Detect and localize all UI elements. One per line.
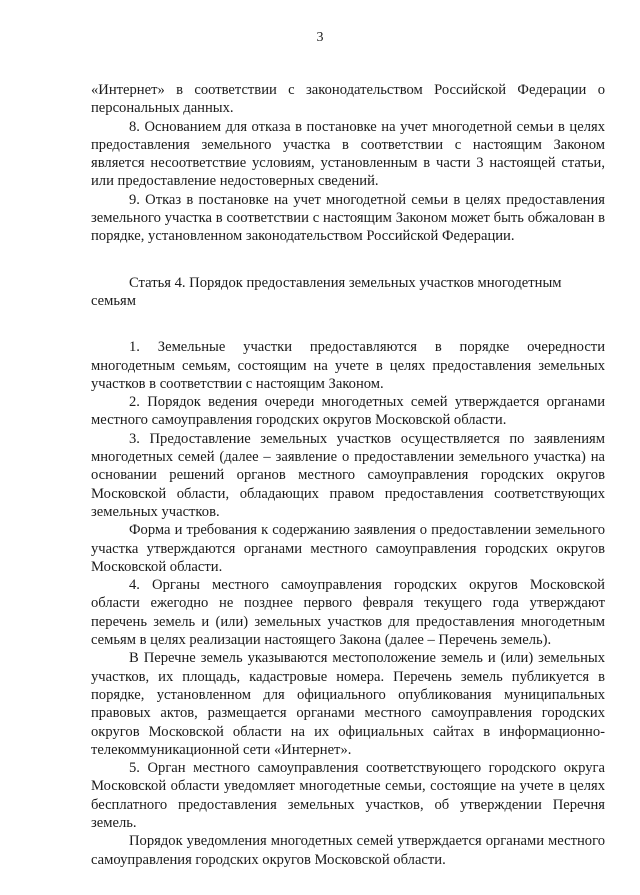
spacer: [91, 246, 605, 274]
paragraph-item-3: 3. Предоставление земельных участков осуществляется по заявлениям многодетных семей (далее – заявление о предоставлении земельного участка) на основании решений органов местного самоуправления городских округов Московской области, обладающих правом предоставления соответствующих земельных участков.: [91, 430, 605, 520]
paragraph-continuation: «Интернет» в соответствии с законодательством Российской Федерации о персональных данных.: [91, 82, 605, 117]
article-heading: Статья 4. Порядок предоставления земельных участков многодетным семьям: [91, 274, 562, 309]
paragraph-item-5: 5. Орган местного самоуправления соответствующего городского округа Московской области уведомляет многодетные семьи, состоящие на учете в целях бесплатного предоставления земельных участков, об утверждении Перечня земель.: [91, 760, 605, 831]
spacer: [91, 310, 605, 338]
paragraph-notification-order: Порядок уведомления многодетных семей утверждается органами местного самоуправления городских округов Московской области.: [91, 833, 605, 868]
paragraph-item-2: 2. Порядок ведения очереди многодетных семей утверждается органами местного самоуправления городских округов Московской области.: [91, 394, 605, 429]
paragraph-item-1: 1. Земельные участки предоставляются в порядке очередности многодетным семьям, состоящим на учете в целях предоставления земельных участков в соответствии с настоящим Законом.: [91, 339, 605, 392]
paragraph-item-9: 9. Отказ в постановке на учет многодетной семьи в целях предоставления земельного участка в соответствии с настоящим Законом может быть обжалован в порядке, установленном законодательством Российской Федерации.: [91, 191, 605, 245]
paragraph-item-4: 4. Органы местного самоуправления городских округов Московской области ежегодно не позднее первого февраля текущего года утверждают перечень земель и (или) земельных участков для предоставления многодетным семьям в целях реализации настоящего Закона (далее – Перечень земель).: [91, 577, 605, 649]
paragraph-form-requirements: Форма и требования к содержанию заявления о предоставлении земельного участка утверждаются органами местного самоуправления городских округов Московской области.: [91, 522, 605, 575]
paragraph-list-contents: В Перечне земель указываются местоположение земель и (или) земельных участков, их площадь, кадастровые номера. Перечень земель публикуется в порядке, установленном для официального опубликования муниципальных правовых актов, размещается органами местного самоуправления городских округов Московской области на их официальных сайтах в информационно-телекоммуникационной сети «Интернет».: [91, 650, 605, 758]
paragraph-item-8: 8. Основанием для отказа в постановке на учет многодетной семьи в целях предоставления земельного участка в соответствии с настоящим Законом является несоответствие условиям, установленным в части 3 настоящей статьи, или предоставление недостоверных сведений.: [91, 118, 605, 190]
document-body: [91, 81, 605, 869]
page-number: 3: [316, 30, 324, 45]
